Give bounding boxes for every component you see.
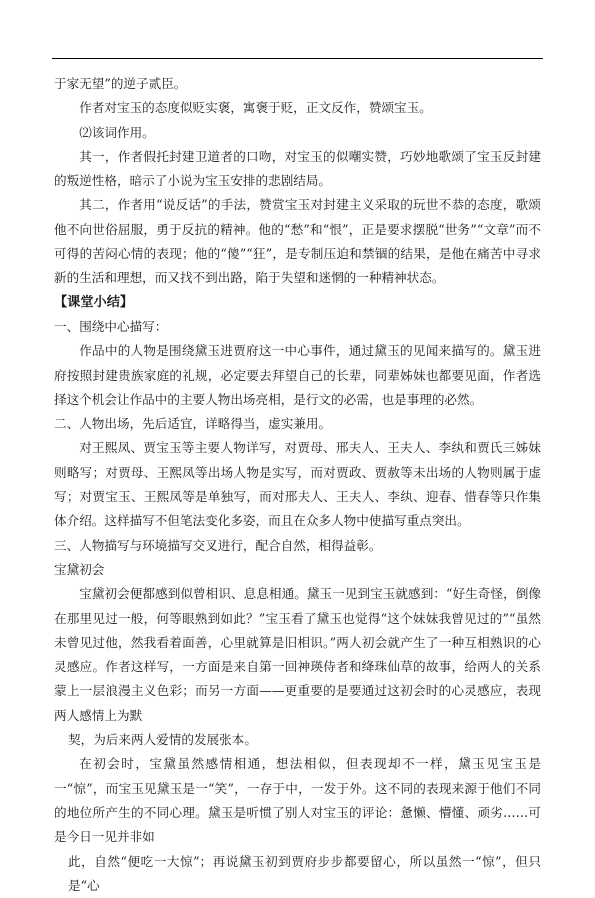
text-paragraph-center-event: 作品中的人物是围绕黛玉进贾府这一中心事件，通过黛玉的见闻来描写的。黛玉进府按照封建贵族家庭的礼规，必定要去拜望自己的长辈，同辈姊妹也都要见面，作者选择这个机会让作品中的主要人物出场亮相，是行文的必需，也是事理的必然。 [54,339,541,412]
text-line-1: 于家无望”的逆子贰臣。 [54,72,541,96]
text-paragraph-attitude: 作者对宝玉的态度似贬实褒，寓褒于贬，正文反作，赞颂宝玉。 [54,96,541,120]
text-paragraph-first: 其一，作者假托封建卫道者的口吻，对宝玉的似嘲实赞，巧妙地歌颂了宝玉反封建的叛逆性格，暗示了小说为宝玉安排的悲剧结局。 [54,145,541,194]
text-paragraph-characters: 对王熙凤、贾宝玉等主要人物详写，对贾母、邢夫人、王夫人、李纨和贾氏三姊妹则略写；对贾母、王熙凤等出场人物是实写，而对贾政、贾赦等未出场的人物则属于虚写；对贾宝玉、王熙凤等是单独写，而对邢夫人、王夫人、李纨、迎春、惜春等只作集体介绍。这样描写不但笔法变化多姿，而且在众多人物中使描写重点突出。 [54,436,541,533]
text-paragraph-first-meeting: 宝黛初会便都感到似曾相识、息息相通。黛玉一见到宝玉就感到：“好生奇怪，倒像在那里见过一般，何等眼熟到如此？”宝玉看了黛玉也觉得“这个妹妹我曾见过的”“虽然未曾见过他，然我看着面善，心里就算是旧相识。”两人初会就产生了一种互相熟识的心灵感应。作者这样写，一方面是来自第一回神瑛侍者和绛珠仙草的故事，给两人的关系蒙上一层浪漫主义色彩；而另一方面——更重要的是要通过这初会时的心灵感应，表现两人感情上为默 [54,582,541,728]
text-heading-three: 三、人物描写与环境描写交叉进行，配合自然，相得益彰。 [54,534,541,558]
text-heading-one: 一、围绕中心描写： [54,315,541,339]
text-paragraph-reactions-end: 此，自然“便吃一大惊”；再说黛玉初到贾府步步都要留心，所以虽然一“惊”，但只是“心 [54,850,541,898]
text-paragraph-second: 其二，作者用“说反话”的手法，赞赏宝玉对封建主义采取的玩世不恭的态度，歌颂他不向世俗屈服，勇于反抗的精神。他的“愁”和“恨”，正是要求摆脱“世务”“文章”而不可得的苦闷心情的表现；他的“傻”“狂”，是专制压迫和禁锢的结果，是他在痛苦中寻求新的生活和理想，而又找不到出路，陷于失望和迷惘的一种精神状态。 [54,193,541,290]
text-heading-two: 二、人物出场，先后适宜，详略得当，虚实兼用。 [54,412,541,436]
section-title-summary: 【课堂小结】 [54,291,541,315]
text-subtitle-first-meeting: 宝黛初会 [54,558,541,582]
header-rule [52,58,543,59]
text-paragraph-first-meeting-end: 契，为后来两人爱情的发展张本。 [54,728,541,752]
text-subheading-word-function: ⑵该词作用。 [54,121,541,145]
document-body [54,72,541,898]
text-paragraph-reactions: 在初会时，宝黛虽然感情相通，想法相似，但表现却不一样，黛玉见宝玉是一“惊”，而宝玉见黛玉是一“笑”，一存于中，一发于外。这不同的表现来源于他们不同的地位所产生的不同心理。黛玉是听惯了别人对宝玉的评论：惫懒、懵懂、顽劣……可是今日一见并非如 [54,752,541,849]
